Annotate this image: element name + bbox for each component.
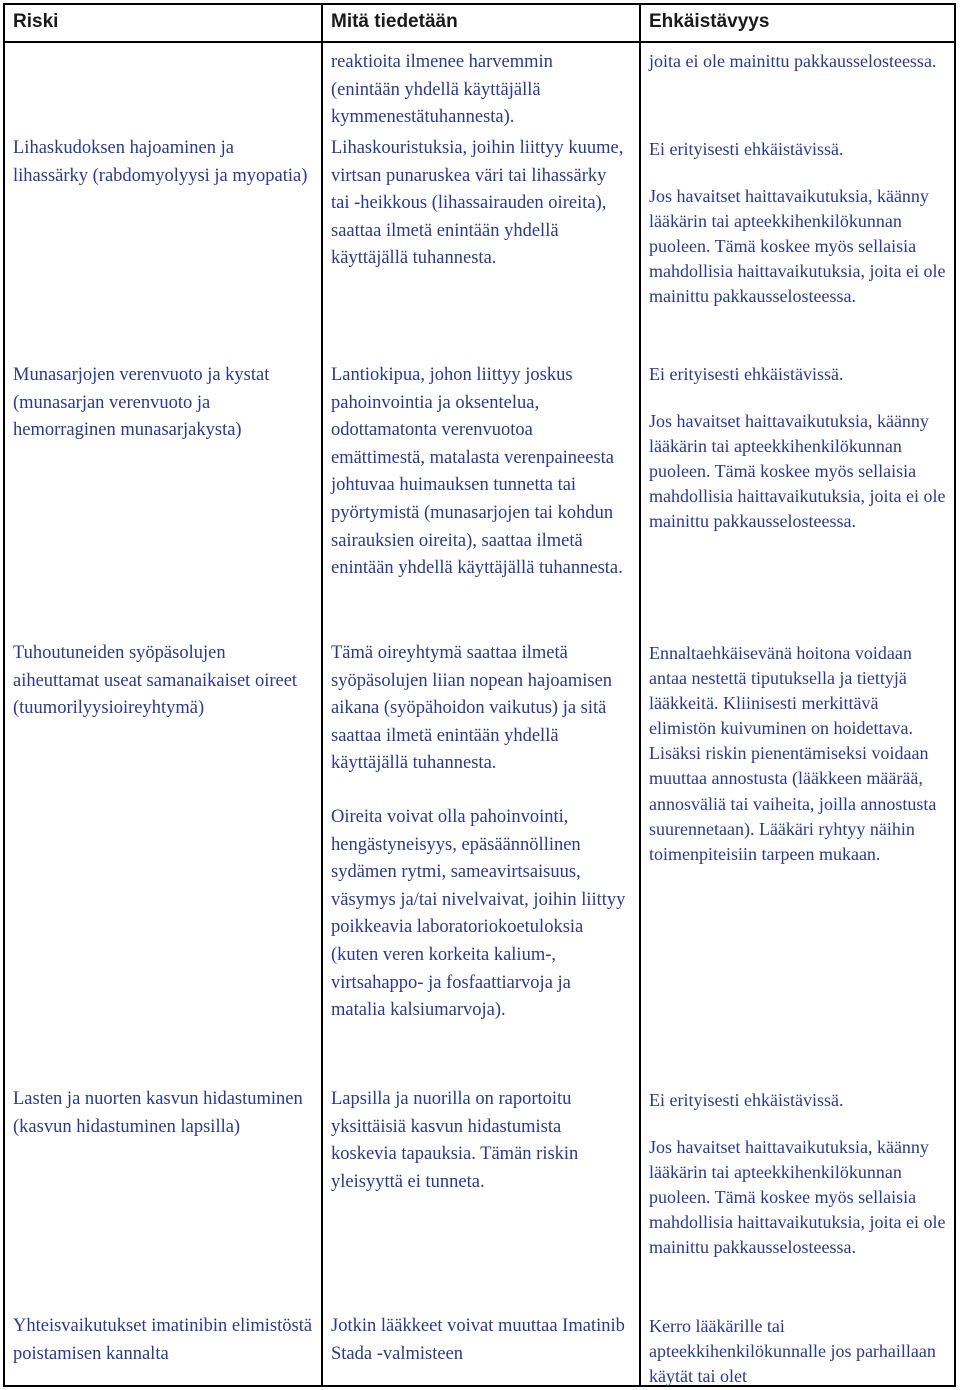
prevention-text: Kerro lääkärille tai apteekkihenkilökunnalle jos parhaillaan käytät tai olet [649,1316,936,1387]
column-divider-2 [639,3,641,1387]
risk-table [3,3,956,1387]
known-text: Lapsilla ja nuorilla on raportoitu yksittäisiä kasvun hidastumista koskevia tapauksia. Tämän riskin yleisyyttä ei tunneta. [331,1089,579,1192]
risk-text: Lihaskudoksen hajoaminen ja lihassärky (rabdomyolyysi ja myopatia) [13,138,308,186]
table-border-left [3,3,5,1387]
prevention-text: Ennaltaehkäisevänä hoitona voidaan antaa nestettä tiputuksella ja tiettyjä lääkkeitä. Kliinisesti merkittävä elimistön kuivuminen on hoidettava. Lisäksi riskin pienentämiseksi voidaan muuttaa annostusta (lääkkeen määrää, annosväliä tai vaiheita, joilla annostusta suurennetaan). Lääkäri ryhtyy näihin toimenpiteisiin tarpeen mukaan. [649,643,937,864]
continuation-known-text: reaktioita ilmenee harvemmin (enintään yhdellä käyttäjällä kymmenestätuhannesta). [331,52,553,128]
table-row-3-prevention [649,641,949,867]
known-text: Oireita voivat olla pahoinvointi, hengästyneisyys, epäsäännöllinen sydämen rytmi, sameavirtsaisuus, väsymys ja/tai nivelvaivat, joihin liittyy poikkeavia laboratoriokoetuloksia (kuten veren korkeita kalium-, virtsahappo- ja fosfaattiarvoja ja matalia kalsiumarvoja). [331,806,626,1021]
header-prevention: Ehkäistävyys [649,11,770,32]
table-row-5-known [331,1313,626,1368]
table-row-4-risk [13,1086,313,1141]
known-text: Jotkin lääkkeet voivat muuttaa Imatinib Stada -valmisteen [331,1316,625,1364]
prevention-text: Ei erityisesti ehkäistävissä. [649,364,844,384]
continuation-prevention [649,49,949,74]
table-row-4-prevention [649,1088,949,1261]
table-border-top [3,3,956,5]
table-border-right [954,3,956,1387]
risk-text: Yhteisvaikutukset imatinibin elimistöstä poistamisen kannalta [13,1316,313,1364]
known-text: Lantiokipua, johon liittyy joskus pahoinvointia ja oksentelua, odottamatonta verenvuotoa emättimestä, matalasta verenpaineesta johtuvaa huimauksen tunnetta tai pyörtymistä (munasarjojen tai kohdun sairauksien oireita), saattaa ilmetä enintään yhdellä käyttäjällä tuhannesta. [331,365,623,579]
column-divider-1 [321,3,323,1387]
prevention-text: Jos havaitset haittavaikutuksia, käänny lääkärin tai apteekkihenkilökunnan puoleen. Tämä koskee myös sellaisia mahdollisia haittavaikutuksia, joita ei ole mainittu pakkausselosteessa. [649,186,946,307]
table-row-3-risk [13,640,313,723]
continuation-prevention-text: joita ei ole mainittu pakkausselosteessa. [649,51,937,71]
known-text: Lihaskouristuksia, joihin liittyy kuume, virtsan punaruskea väri tai lihassärky tai -heikkous (lihassairauden oireita), saattaa ilmetä enintään yhdellä käyttäjällä tuhannesta. [331,138,624,269]
prevention-text: Jos havaitset haittavaikutuksia, käänny lääkärin tai apteekkihenkilökunnan puoleen. Tämä koskee myös sellaisia mahdollisia haittavaikutuksia, joita ei ole mainittu pakkausselosteessa. [649,1137,946,1258]
table-row-3-known [331,640,626,1025]
continuation-known [331,49,626,132]
table-row-2-known [331,362,626,583]
table-row-5-prevention [649,1314,949,1389]
table-row-1-prevention [649,137,949,310]
risk-text: Lasten ja nuorten kasvun hidastuminen (kasvun hidastuminen lapsilla) [13,1089,303,1137]
known-text: Tämä oireyhtymä saattaa ilmetä syöpäsolujen liian nopean hajoamisen aikana (syöpähoidon vaikutus) ja sitä saattaa ilmetä enintään yhdellä käyttäjällä tuhannesta. [331,643,613,774]
header-risk: Riski [13,11,59,32]
prevention-text: Jos havaitset haittavaikutuksia, käänny lääkärin tai apteekkihenkilökunnan puoleen. Tämä koskee myös sellaisia mahdollisia haittavaikutuksia, joita ei ole mainittu pakkausselosteessa. [649,411,946,532]
risk-text: Tuhoutuneiden syöpäsolujen aiheuttamat useat samanaikaiset oireet (tuumorilyysioireyhtymä) [13,643,298,719]
risk-text: Munasarjojen verenvuoto ja kystat (munasarjan verenvuoto ja hemorraginen munasarjakysta) [13,365,270,441]
table-row-5-risk [13,1313,313,1368]
table-row-1-risk [13,135,313,190]
header-divider [3,41,956,43]
prevention-text: Ei erityisesti ehkäistävissä. [649,1090,844,1110]
header-known: Mitä tiedetään [331,11,458,32]
table-row-2-prevention [649,362,949,535]
prevention-text: Ei erityisesti ehkäistävissä. [649,139,844,159]
table-row-2-risk [13,362,313,445]
table-row-1-known [331,135,626,273]
table-row-4-known [331,1086,626,1196]
